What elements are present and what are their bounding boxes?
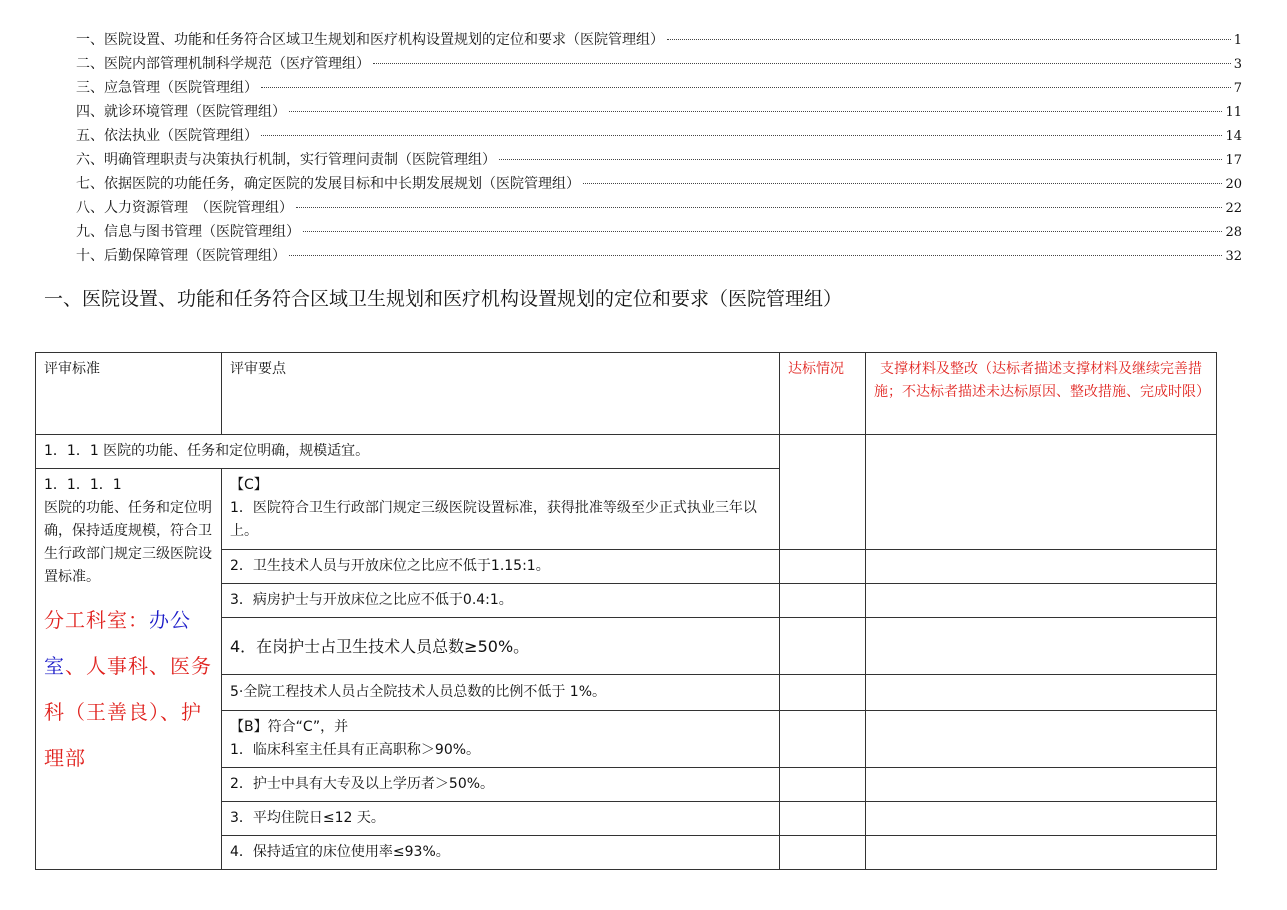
point-text: 4．在岗护士占卫生技术人员总数≥50%。 [222,618,780,675]
toc-leader-dots [303,230,1222,232]
toc-leader-dots [499,158,1222,160]
toc-entry[interactable] [76,220,1242,244]
support-cell[interactable] [866,711,1217,768]
status-cell[interactable] [780,550,866,584]
toc-entry-title: 七、依据医院的功能任务，确定医院的发展目标和中长期发展规划（医院管理组） [76,176,580,192]
toc-entry[interactable] [76,172,1242,196]
toc-entry-page: 28 [1225,225,1242,240]
grade-b-label: 【B】符合“C”，并 [230,719,349,735]
header-status: 达标情况 [780,353,866,435]
support-cell[interactable] [866,836,1217,870]
department-label: 分工科室： [44,608,149,632]
toc-entry-title: 一、医院设置、功能和任务符合区域卫生规划和医疗机构设置规划的定位和要求（医院管理组） [76,32,664,48]
toc-entry-page: 32 [1225,249,1242,264]
toc-entry[interactable] [76,28,1242,52]
review-standards-table [35,352,1217,870]
section-heading: 一、医院设置、功能和任务符合区域卫生规划和医疗机构设置规划的定位和要求（医院管理组） [44,288,843,310]
department-assignment [44,597,213,781]
header-points: 评审要点 [222,353,780,435]
status-cell[interactable] [780,435,866,550]
table-of-contents [76,28,1242,268]
toc-entry-page: 14 [1225,129,1242,144]
toc-entry[interactable] [76,100,1242,124]
toc-entry-title: 十、后勤保障管理（医院管理组） [76,248,286,264]
section-title: 1．1．1 医院的功能、任务和定位明确，规模适宜。 [36,435,780,469]
status-cell[interactable] [780,584,866,618]
status-cell[interactable] [780,618,866,675]
toc-entry-title: 二、医院内部管理机制科学规范（医疗管理组） [76,56,370,72]
support-cell[interactable] [866,550,1217,584]
standard-cell [36,469,222,870]
point-text: 3．平均住院日≤12 天。 [222,802,780,836]
header-support: 支撑材料及整改（达标者描述支撑材料及继续完善措施；不达标者描述未达标原因、整改措施、完成时限） [866,353,1217,435]
point-text: 2．卫生技术人员与开放床位之比应不低于1.15:1。 [222,550,780,584]
support-cell[interactable] [866,768,1217,802]
support-cell[interactable] [866,435,1217,550]
point-text: 1．医院符合卫生行政部门规定三级医院设置标准，获得批准等级至少正式执业三年以上。 [230,500,757,539]
toc-leader-dots [667,38,1231,40]
toc-entry-page: 7 [1233,81,1242,96]
point-cell [222,711,780,768]
standard-number: 1．1．1．1 [44,477,122,493]
toc-entry-page: 11 [1225,105,1242,120]
standard-text: 医院的功能、任务和定位明确，保持适度规模，符合卫生行政部门规定三级医院设置标准。 [44,500,212,585]
toc-leader-dots [261,134,1222,136]
status-cell[interactable] [780,711,866,768]
grade-c-label: 【C】 [230,477,268,493]
point-text: 5·全院工程技术人员占全院技术人员总数的比例不低于 1%。 [222,675,780,711]
support-cell[interactable] [866,675,1217,711]
toc-entry-page: 1 [1233,33,1242,48]
point-text: 4．保持适宜的床位使用率≤93%。 [222,836,780,870]
header-standard: 评审标准 [36,353,222,435]
department-others: 、人事科、医务科（王善良）、护理部 [44,654,212,770]
toc-entry[interactable] [76,52,1242,76]
toc-leader-dots [261,86,1231,88]
toc-entry-title: 五、依法执业（医院管理组） [76,128,258,144]
point-cell [222,469,780,550]
toc-entry-page: 3 [1233,57,1242,72]
toc-leader-dots [289,254,1222,256]
toc-entry[interactable] [76,196,1242,220]
toc-leader-dots [583,182,1222,184]
toc-entry[interactable] [76,124,1242,148]
status-cell[interactable] [780,675,866,711]
table-header-row [36,353,1217,435]
toc-entry-title: 八、人力资源管理 （医院管理组） [76,200,293,216]
toc-entry-page: 22 [1225,201,1242,216]
point-text: 2．护士中具有大专及以上学历者＞50%。 [222,768,780,802]
toc-entry-title: 三、应急管理（医院管理组） [76,80,258,96]
toc-entry[interactable] [76,148,1242,172]
status-cell[interactable] [780,768,866,802]
toc-entry-title: 九、信息与图书管理（医院管理组） [76,224,300,240]
toc-leader-dots [289,110,1222,112]
toc-leader-dots [296,206,1222,208]
toc-entry-page: 17 [1225,153,1242,168]
department-primary: 办公室 [44,608,191,678]
status-cell[interactable] [780,836,866,870]
toc-entry[interactable] [76,76,1242,100]
toc-entry-title: 四、就诊环境管理（医院管理组） [76,104,286,120]
support-cell[interactable] [866,618,1217,675]
point-text: 3．病房护士与开放床位之比应不低于0.4:1。 [222,584,780,618]
point-text: 1．临床科室主任具有正高职称＞90%。 [230,742,481,758]
toc-entry-title: 六、明确管理职责与决策执行机制，实行管理问责制（医院管理组） [76,152,496,168]
section-row [36,435,1217,469]
support-cell[interactable] [866,584,1217,618]
status-cell[interactable] [780,802,866,836]
support-cell[interactable] [866,802,1217,836]
toc-entry[interactable] [76,244,1242,268]
toc-entry-page: 20 [1225,177,1242,192]
toc-leader-dots [373,62,1231,64]
